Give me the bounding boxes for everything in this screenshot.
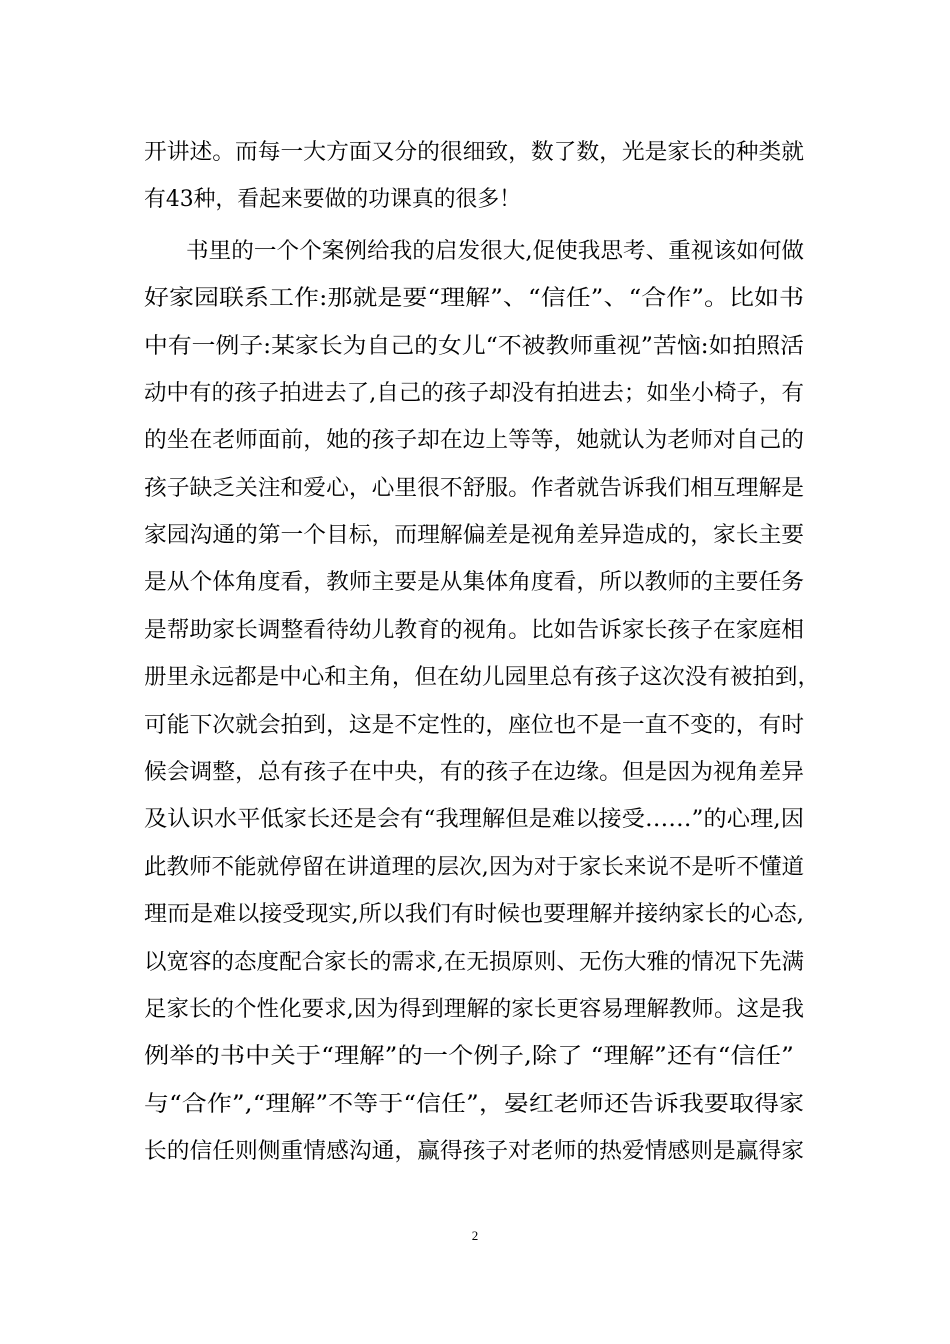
body-text-line [0, 180, 950, 220]
line-text: 孩子缺乏关注和爱心，心里很不舒服。作者就告诉我们相互理解是 [144, 476, 804, 501]
line-text: 足家长的个性化要求,因为得到理解的家长更容易理解教师。这是我 [144, 997, 804, 1022]
line-text: 册里永远都是中心和主角，但在幼儿园里总有孩子这次没有被拍到， [144, 665, 820, 690]
line-text: 的坐在老师面前，她的孩子却在边上等等，她就认为老师对自己的 [144, 428, 804, 453]
line-text: 动中有的孩子拍进去了,自己的孩子却没有拍进去；如坐小椅子，有 [144, 381, 804, 406]
body-text-line [0, 706, 950, 746]
line-text: 开讲述。而每一大方面又分的很细致，数了数，光是家长的种类就 [144, 140, 804, 165]
line-text: 中有一例子:某家长为自己的女儿“不被教师重视”苦恼:如拍照活 [144, 334, 804, 359]
body-text-line [0, 848, 950, 888]
body-text-line [0, 279, 950, 319]
line-text: 候会调整，总有孩子在中央，有的孩子在边缘。但是因为视角差异 [144, 760, 804, 785]
line-text: 书里的一个个案例给我的启发很大,促使我思考、重视该如何做 [186, 239, 804, 264]
body-text-line [0, 516, 950, 556]
line-text: 及认识水平低家长还是会有“我理解但是难以接受……”的心理,因 [144, 807, 804, 832]
body-text-line [0, 1132, 950, 1172]
line-text: 可能下次就会拍到，这是不定性的，座位也不是一直不变的，有时 [144, 713, 804, 738]
body-text-line [0, 990, 950, 1030]
line-text: 理而是难以接受现实,所以我们有时候也要理解并接纳家长的心态, [144, 902, 805, 927]
line-text: 例举的书中关于“理解”的一个例子,除了 “理解”还有“信任” [144, 1044, 794, 1069]
body-text-line [0, 1037, 950, 1077]
line-text: 此教师不能就停留在讲道理的层次,因为对于家长来说不是听不懂道 [144, 855, 804, 880]
line-text: 与“合作”,“理解”不等于“信任”，晏红老师还告诉我要取得家 [144, 1092, 804, 1117]
line-text: 家园沟通的第一个目标，而理解偏差是视角差异造成的，家长主要 [144, 523, 804, 548]
line-text: 以宽容的态度配合家长的需求,在无损原则、无伤大雅的情况下先满 [144, 950, 804, 975]
body-text-line [0, 232, 950, 272]
body-text-line [0, 658, 950, 698]
body-text-line [0, 1085, 950, 1125]
page-number: 2 [471, 1228, 479, 1243]
line-text: 好家园联系工作:那就是要“理解”、“信任”、“合作”。比如书 [144, 286, 805, 311]
body-text-line [0, 327, 950, 367]
body-text-line [0, 800, 950, 840]
body-text-line [0, 753, 950, 793]
body-text-line [0, 943, 950, 983]
body-text-line [0, 374, 950, 414]
line-text: 是帮助家长调整看待幼儿教育的视角。比如告诉家长孩子在家庭相 [144, 618, 804, 643]
body-text-line [0, 611, 950, 651]
body-text-line [0, 133, 950, 173]
body-text-line [0, 563, 950, 603]
line-text: 长的信任则侧重情感沟通，赢得孩子对老师的热爱情感则是赢得家 [144, 1139, 804, 1164]
body-text-line [0, 469, 950, 509]
line-text: 是从个体角度看，教师主要是从集体角度看，所以教师的主要任务 [144, 570, 804, 595]
body-text-line [0, 895, 950, 935]
body-text-line [0, 421, 950, 461]
line-text: 有43种，看起来要做的功课真的很多！ [144, 187, 521, 212]
